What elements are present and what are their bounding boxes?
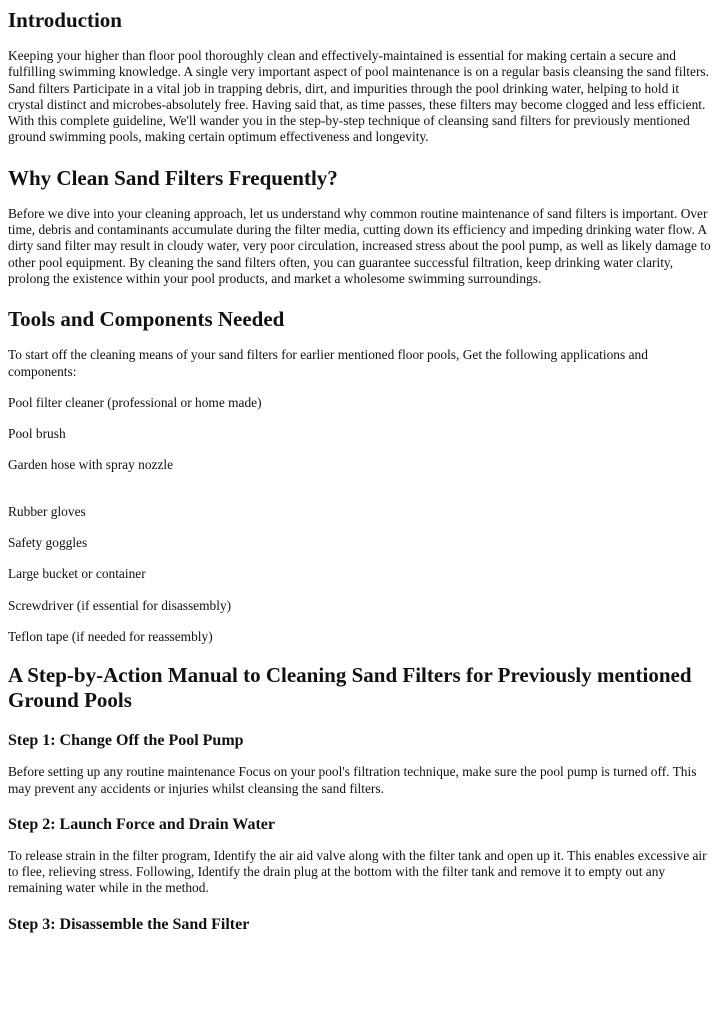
step-heading: Step 2: Launch Force and Drain Water bbox=[8, 815, 275, 833]
step-heading: Step 3: Disassemble the Sand Filter bbox=[8, 915, 250, 933]
list-item: Pool brush bbox=[8, 426, 66, 442]
list-item: Safety goggles bbox=[8, 535, 88, 551]
tools-paragraph: To start off the cleaning means of your sand filters for earlier mentioned floor pools, Get the following applications and components: bbox=[8, 347, 648, 379]
step-paragraph: To release strain in the filter program, Identify the air aid valve along with the filter tank and open up it. This enables excessive air to flee, relieving stress. Following, Identify the drain plug at the bottom with the filter tank and remove it to empty out any remaining water while in the method. bbox=[8, 847, 707, 896]
intro-paragraph: Keeping your higher than floor pool thoroughly clean and effectively-maintained is essential for making certain a secure and fulfilling swimming knowledge. A single very important aspect of pool maintenance is on a regular basis cleansing the sand filters. Sand filters Participate in a vital job in trapping debris, dirt, and impurities through the pool drinking water, helping to hold it crystal distinct and microbes-absolutely free. Having said that, as time passes, these filters may become clogged and less efficient. With this complete guideline, We'll wander you in the step-by-step technique of cleansing sand filters for previously mentioned ground swimming pools, making certain optimum effectiveness and longevity. bbox=[8, 48, 709, 145]
step-heading: Step 1: Change Off the Pool Pump bbox=[8, 732, 244, 750]
section-heading-introduction: Introduction bbox=[8, 8, 122, 32]
list-item: Pool filter cleaner (professional or home made) bbox=[8, 394, 262, 410]
why-clean-paragraph: Before we dive into your cleaning approach, let us understand why common routine maintenance of sand filters is important. Over time, debris and contaminants accumulate during the filter media, cutting down its efficiency and impeding drinking water flow. A dirty sand filter may result in cloudy water, very poor circulation, increased stress about the pool pump, as well as likely damage to other pool equipment. By cleaning the sand filters often, you can guarantee successful filtration, keep drinking water clarity, prolong the existence within your pool products, and market a wholesome swimming surroundings. bbox=[8, 205, 711, 286]
list-item: Large bucket or container bbox=[8, 566, 146, 582]
list-item: Screwdriver (if essential for disassembly) bbox=[8, 597, 232, 613]
step-paragraph: Before setting up any routine maintenance Focus on your pool's filtration technique, make sure the pool pump is turned off. This may prevent any accidents or injuries whilst cleansing the sand filters. bbox=[8, 764, 697, 796]
list-item: Rubber gloves bbox=[8, 503, 86, 519]
section-heading-tools: Tools and Components Needed bbox=[8, 307, 285, 332]
list-item: Garden hose with spray nozzle bbox=[8, 457, 174, 473]
section-heading-why-clean: Why Clean Sand Filters Frequently? bbox=[8, 165, 338, 190]
list-item: Teflon tape (if needed for reassembly) bbox=[8, 628, 213, 644]
section-heading-manual: A Step-by-Action Manual to Cleaning Sand Filters for Previously mentioned Ground Pools bbox=[8, 663, 692, 713]
